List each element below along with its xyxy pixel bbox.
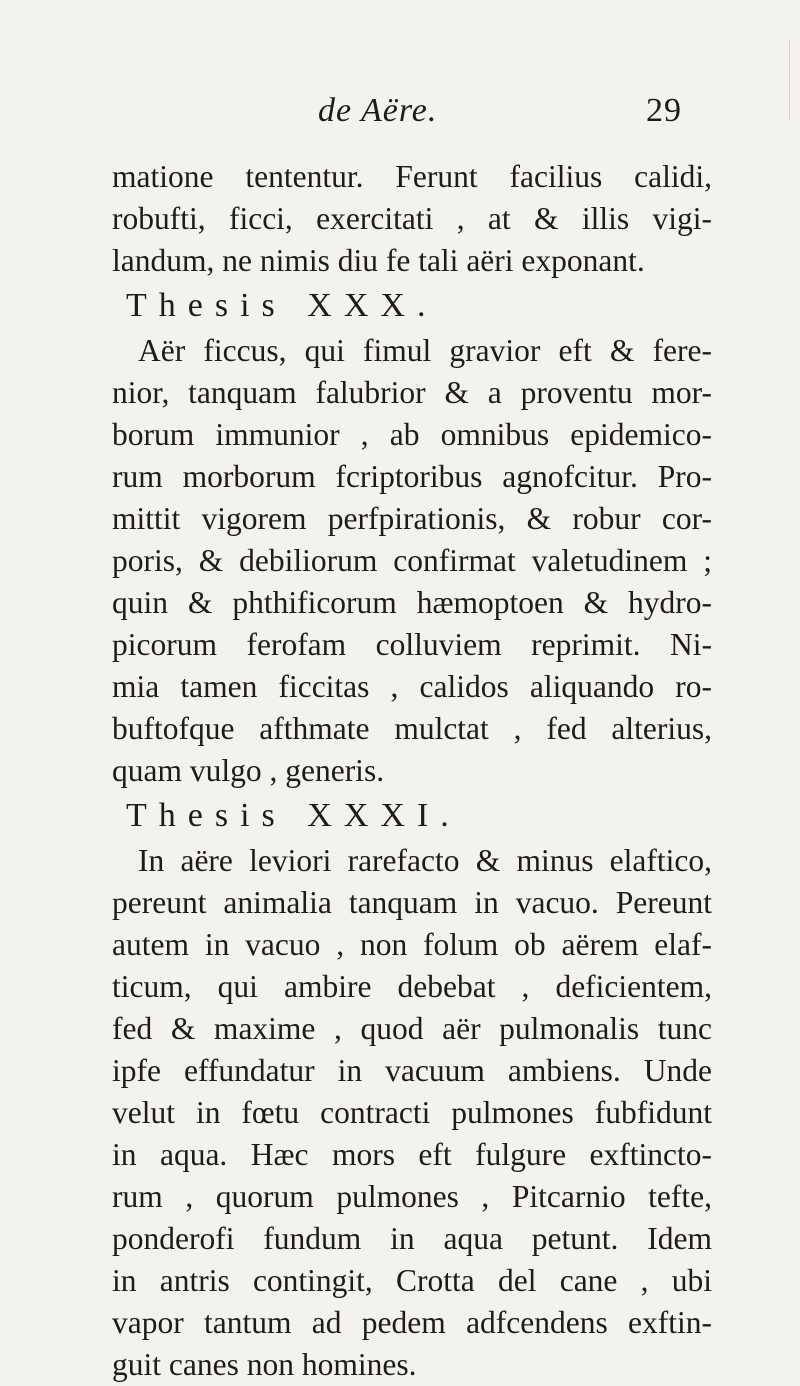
thesis-31-paragraph: [112, 840, 712, 1386]
text-line: pereunt animalia tanquam in vacuo. Pereunt: [112, 885, 712, 920]
text-line: matione tententur. Ferunt facilius calidi,: [112, 159, 712, 194]
text-line: autem in vacuo , non folum ob aërem elaf-: [112, 927, 712, 962]
text-line: landum, ne nimis diu fe tali aëri exponant.: [112, 243, 645, 278]
text-line: velut in fœtu contracti pulmones fubfidunt: [112, 1095, 712, 1130]
text-line: quin & phthificorum hæmoptoen & hydro-: [112, 585, 712, 620]
text-line: rum morborum fcriptoribus agnofcitur. Pro-: [112, 459, 712, 494]
text-line: buftofque afthmate mulctat , fed alterius,: [112, 711, 712, 746]
text-line: in aqua. Hæc mors eft fulgure exftincto-: [112, 1137, 712, 1172]
text-line: guit canes non homines.: [112, 1347, 417, 1382]
running-title: de Aëre.: [318, 92, 438, 129]
text-line: Aër ficcus, qui fimul gravior eft & fere-: [138, 333, 712, 368]
text-line: quam vulgo , generis.: [112, 753, 385, 788]
text-line: ticum, qui ambire debebat , deficientem,: [112, 969, 712, 1004]
text-line: ipfe effundatur in vacuum ambiens. Unde: [112, 1053, 712, 1088]
thesis-numeral: XXXI.: [307, 797, 461, 834]
text-line: mia tamen ficcitas , calidos aliquando ro-: [112, 669, 712, 704]
paragraph-continuation: [112, 156, 712, 282]
text-line: nior, tanquam falubrior & a proventu mor-: [112, 375, 712, 410]
text-line: borum immunior , ab omnibus epidemico-: [112, 417, 712, 452]
text-line: poris, & debiliorum confirmat valetudinem ;: [112, 543, 712, 578]
text-line: fed & maxime , quod aër pulmonalis tunc: [112, 1011, 712, 1046]
thesis-word: Thesis: [126, 287, 287, 324]
thesis-heading-30: [112, 283, 712, 329]
body-text: [112, 156, 712, 1386]
text-line: picorum ferofam colluviem reprimit. Ni-: [112, 627, 712, 662]
page-header: [0, 92, 800, 142]
text-line: In aëre leviori rarefacto & minus elaftico,: [138, 843, 712, 878]
text-line: rum , quorum pulmones , Pitcarnio tefte,: [112, 1179, 712, 1214]
text-line: vapor tantum ad pedem adfcendens exftin-: [112, 1305, 712, 1340]
page-number: 29: [646, 92, 682, 129]
text-line: mittit vigorem perfpirationis, & robur cor-: [112, 501, 712, 536]
thesis-numeral: XXX.: [307, 287, 438, 324]
thesis-word: Thesis: [126, 797, 287, 834]
text-line: in antris contingit, Crotta del cane , ubi: [112, 1263, 712, 1298]
text-line: robufti, ficci, exercitati , at & illis vigi-: [112, 201, 712, 236]
text-line: ponderofi fundum in aqua petunt. Idem: [112, 1221, 712, 1256]
thesis-heading-31: [112, 793, 712, 839]
thesis-30-paragraph: [112, 330, 712, 792]
